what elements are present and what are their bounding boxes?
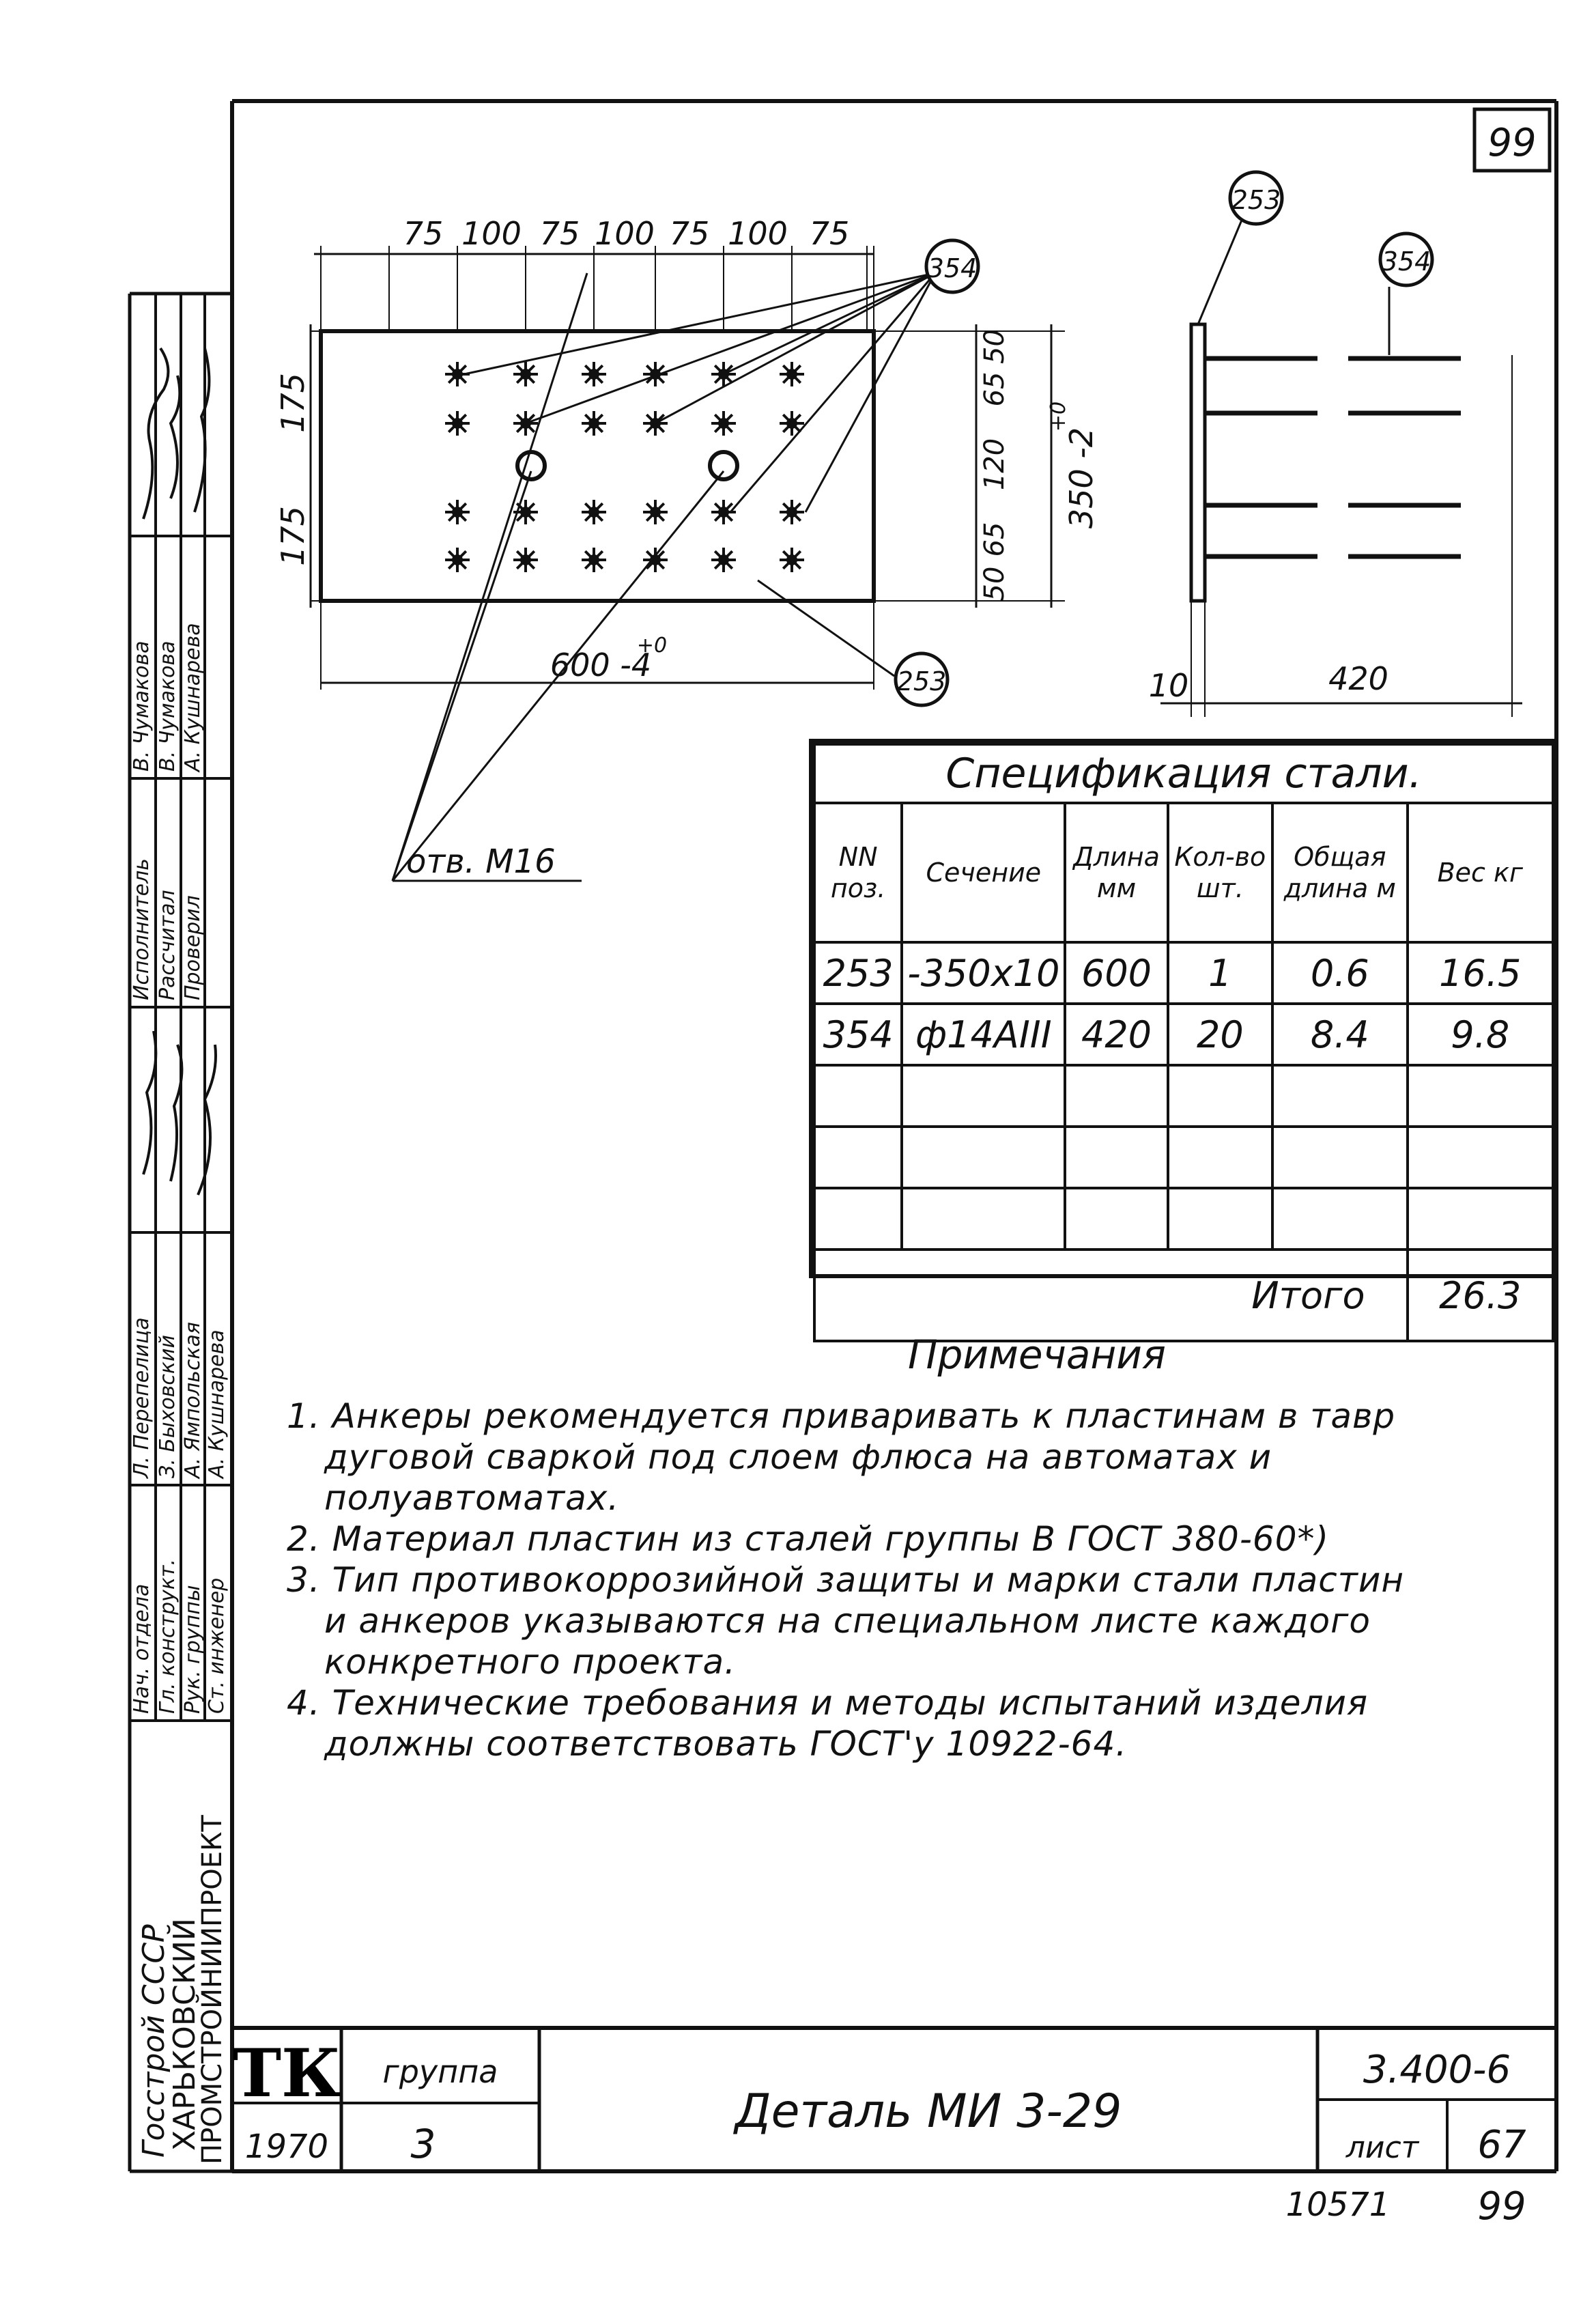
cell: 20: [1168, 1004, 1273, 1065]
anchor-mark: [711, 500, 736, 524]
cell: 9.8: [1408, 1004, 1554, 1065]
spec-header-total-length: Общая длина м: [1272, 803, 1407, 942]
anchor-mark: [780, 500, 804, 524]
top-dim-label: 100: [728, 215, 788, 252]
cell: 8.4: [1272, 1004, 1407, 1065]
bolt-holes: [517, 452, 737, 479]
bottom-dim: 600 -4: [550, 647, 652, 683]
stamp-role: Гл. конструкт.: [156, 1559, 180, 1714]
cell: 420: [1065, 1004, 1167, 1065]
org-line-1: Госстрой СССР: [137, 1924, 171, 2158]
hole-label: отв. М16: [406, 843, 556, 881]
svg-text:354: 354: [1381, 246, 1431, 277]
spec-header-pos: NN поз.: [814, 803, 902, 942]
sheet-label: лист: [1345, 2130, 1419, 2165]
anchor-mark: [711, 548, 736, 572]
anchor-mark: [445, 548, 470, 572]
cell: 16.5: [1408, 942, 1554, 1004]
note-line: 4. Технические требования и методы испытаний изделия: [287, 1683, 1369, 1723]
note-line: и анкеров указываются на специальном листе каждого: [324, 1601, 1371, 1641]
stamp-name: В. Чумакова: [156, 640, 180, 772]
sheet-value: 67: [1477, 2123, 1526, 2167]
svg-text:253: 253: [1231, 185, 1281, 215]
cell: 600: [1065, 942, 1167, 1004]
note-line: дуговой сваркой под слоем флюса на автоматах и: [324, 1437, 1272, 1477]
spec-header-count: Кол-во шт.: [1168, 803, 1273, 942]
anchor-mark: [513, 362, 538, 386]
stamp-name: З. Быховский: [156, 1335, 180, 1478]
callout-253-side: [1230, 172, 1282, 224]
anchor-mark: [643, 362, 668, 386]
stamp-name: А. Ямпольская: [181, 1322, 205, 1478]
stamp-role: Нач. отдела: [130, 1583, 154, 1714]
right-dim-label: 50: [979, 566, 1010, 602]
anchor-mark: [445, 500, 470, 524]
stamp-role: Исполнитель: [130, 858, 154, 1000]
anchor-mark: [711, 411, 736, 436]
top-dim-label: 75: [669, 215, 710, 252]
right-dim-label: 120: [979, 438, 1010, 491]
right-total-dim: 350 -2: [1063, 427, 1100, 529]
table-row: [814, 1188, 1553, 1250]
note-line: конкретного проекта.: [324, 1642, 736, 1682]
plan-top-dimensions: [389, 215, 867, 331]
note-line: 1. Анкеры рекомендуется приваривать к пластинам в тавр: [287, 1396, 1396, 1436]
tk-logo: ТК: [232, 2035, 341, 2112]
page-number-bottom: 99: [1477, 2184, 1526, 2229]
plan-right-dimensions: [979, 329, 1010, 601]
year: 1970: [244, 2128, 329, 2166]
anchor-mark: [513, 548, 538, 572]
spec-total-value: 26.3: [1408, 1250, 1554, 1341]
spec-table: [809, 739, 1558, 1317]
drawing-title: Деталь МИ 3-29: [735, 2085, 1122, 2139]
svg-text:354: 354: [927, 253, 978, 283]
anchor-mark: [643, 548, 668, 572]
anchor-mark: [582, 500, 606, 524]
right-dim-label: 65: [979, 371, 1010, 407]
right-dim-label: 50: [979, 329, 1010, 364]
top-dim-label: 75: [403, 215, 444, 252]
stamp-role: Проверил: [181, 895, 205, 1000]
note-line: 2. Материал пластин из сталей группы В ГОСТ 380-60*): [287, 1519, 1330, 1559]
note-line: должны соответствовать ГОСТ'у 10922-64.: [324, 1724, 1128, 1764]
anchor-mark: [780, 362, 804, 386]
org-line-3: ПРОМСТРОЙНИИПРОЕКТ: [197, 1815, 228, 2164]
table-row: [814, 942, 1553, 1004]
callout-253-plan: [896, 653, 947, 705]
right-dim-label: 65: [979, 522, 1010, 557]
anchor-mark: [445, 411, 470, 436]
top-dim-label: 75: [539, 215, 580, 252]
anchor-mark: [582, 548, 606, 572]
table-row: [814, 1127, 1553, 1188]
group-value: 3: [410, 2121, 436, 2167]
anchor-marks: [445, 362, 804, 572]
table-row: [814, 1004, 1553, 1065]
stamp-name: В. Чумакова: [130, 640, 154, 772]
anchor-mark: [643, 500, 668, 524]
cell: ф14АIII: [902, 1004, 1065, 1065]
spec-header-weight: Вес кг: [1408, 803, 1554, 942]
stamp-name: А. Кушнарева: [181, 623, 205, 772]
series-number: 3.400-6: [1363, 2048, 1511, 2092]
table-row: [814, 1065, 1553, 1127]
svg-text:253: 253: [896, 666, 947, 696]
sheet-number-top: 99: [1487, 121, 1537, 165]
spec-header-section: Сечение: [902, 803, 1065, 942]
cell: 1: [1168, 942, 1273, 1004]
callout-354-plan: [926, 240, 978, 292]
plate-plan: [311, 246, 1065, 690]
anchor-mark: [780, 548, 804, 572]
left-dim-upper: 175: [274, 373, 311, 433]
side-view: [1160, 218, 1522, 717]
spec-title: Спецификация стали.: [814, 744, 1553, 803]
bottom-dim-tol: +0: [636, 634, 668, 658]
notes-title: Примечания: [908, 1331, 1166, 1378]
cell: -350x10: [902, 942, 1065, 1004]
cell: 0.6: [1272, 942, 1407, 1004]
group-label: группа: [382, 2053, 498, 2090]
signatures: [130, 294, 232, 1488]
side-thickness-dim: 10: [1148, 667, 1189, 704]
side-anchor-bars: [1205, 358, 1461, 556]
top-dim-label: 100: [595, 215, 655, 252]
org-line-2: ХАРЬКОВСКИЙ: [167, 1918, 202, 2151]
note-line: 3. Тип противокоррозийной защиты и марки стали пластин: [287, 1560, 1405, 1600]
anchor-mark: [582, 362, 606, 386]
left-dim-lower: 175: [274, 506, 311, 566]
cell: 354: [814, 1004, 902, 1065]
hole: [710, 452, 737, 479]
stamp-role: Рук. группы: [181, 1585, 205, 1714]
cell: 253: [814, 942, 902, 1004]
spec-header-length: Длина мм: [1065, 803, 1167, 942]
right-total-tol: +0: [1046, 401, 1070, 432]
top-dim-label: 75: [809, 215, 850, 252]
archive-number: 10571: [1285, 2186, 1391, 2224]
stamp-name: А. Кушнарева: [205, 1329, 229, 1478]
note-line: полуавтоматах.: [324, 1478, 620, 1518]
anchor-mark: [582, 411, 606, 436]
top-dim-label: 100: [461, 215, 522, 252]
stamp-role: Рассчитал: [156, 890, 180, 1000]
stamp-role: Ст. инженер: [205, 1577, 229, 1714]
side-length-dim: 420: [1328, 660, 1388, 697]
stamp-name: Л. Перепелица: [130, 1317, 154, 1478]
spec-total-label: Итого: [814, 1250, 1408, 1341]
callout-354-side: [1380, 234, 1432, 285]
